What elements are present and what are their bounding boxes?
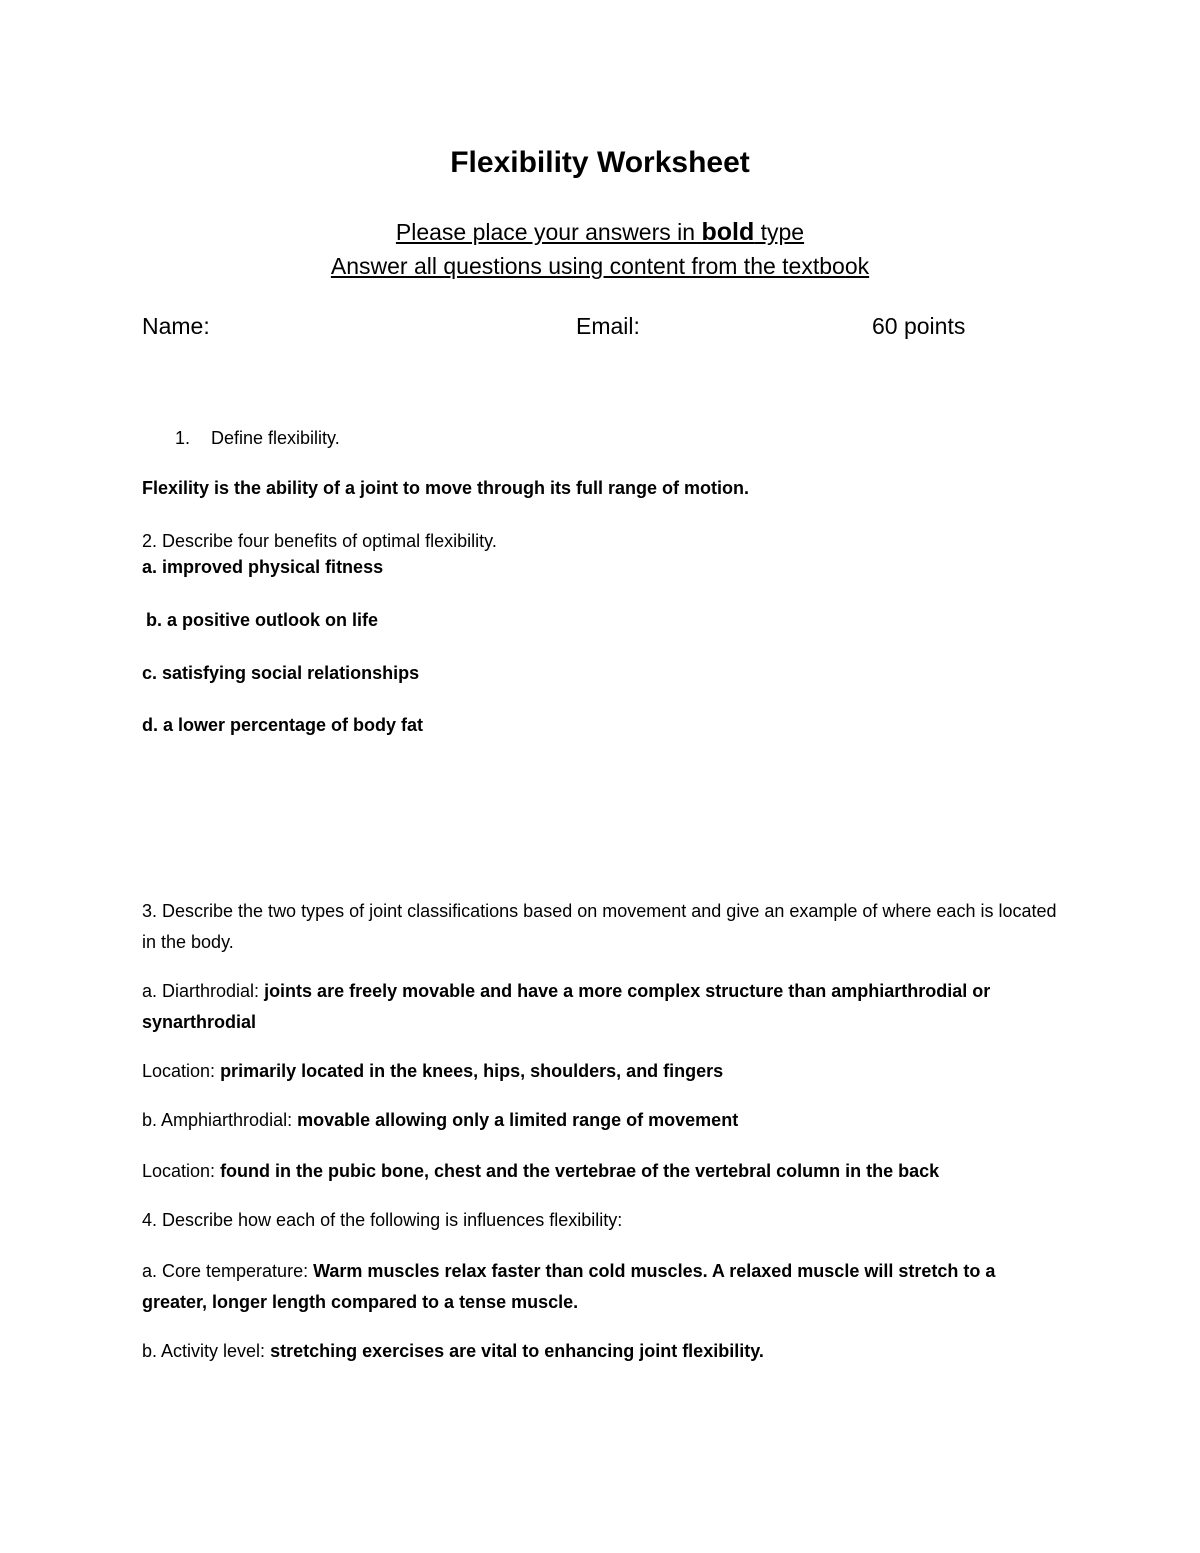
q3-a-location-label: Location: bbox=[142, 1061, 221, 1081]
q3-a-answer: joints are freely movable and have a more complex structure than amphiarthrodial or synarthrodial bbox=[142, 981, 991, 1032]
q3-location-a bbox=[142, 1061, 723, 1082]
q3-answer-a bbox=[142, 976, 1062, 1038]
q3-b-location-label: Location: bbox=[142, 1161, 221, 1181]
q3-b-answer: movable allowing only a limited range of movement bbox=[297, 1110, 739, 1130]
q3-a-label: a. Diarthrodial: bbox=[142, 981, 265, 1001]
q4-answer-b bbox=[142, 1341, 764, 1362]
points-label: 60 points bbox=[872, 313, 966, 339]
q3-question: 3. Describe the two types of joint classifications based on movement and give an example of where each is located in the body. bbox=[142, 901, 1057, 952]
instruction-line-1 bbox=[0, 218, 1200, 247]
q3-location-b bbox=[142, 1161, 939, 1182]
email-label: Email: bbox=[576, 313, 640, 339]
q1-question: Define flexibility. bbox=[211, 428, 340, 448]
q2-answer-a: a. improved physical fitness bbox=[142, 557, 384, 577]
q4-question: 4. Describe how each of the following is influences flexibility: bbox=[142, 1210, 623, 1230]
q2-answer-b: b. a positive outlook on life bbox=[146, 610, 379, 630]
q4-b-answer: stretching exercises are vital to enhancing joint flexibility. bbox=[270, 1341, 764, 1361]
q4-a-label: a. Core temperature: bbox=[142, 1261, 314, 1281]
q1-answer: Flexility is the ability of a joint to move through its full range of motion. bbox=[142, 478, 750, 498]
q3-a-location-answer: primarily located in the knees, hips, shoulders, and fingers bbox=[220, 1061, 724, 1081]
instruction-prefix: Please place your answers in bbox=[395, 219, 702, 245]
q4-answer-a bbox=[142, 1256, 1047, 1318]
name-label: Name: bbox=[142, 313, 210, 339]
q3-b-location-answer: found in the pubic bone, chest and the vertebrae of the vertebral column in the back bbox=[220, 1161, 940, 1181]
q4-b-label: b. Activity level: bbox=[142, 1341, 271, 1361]
instruction-suffix: type bbox=[754, 219, 805, 245]
q2-answer-d: d. a lower percentage of body fat bbox=[142, 715, 424, 735]
instruction-bold-word: bold bbox=[701, 218, 755, 246]
q2-question: 2. Describe four benefits of optimal flexibility. bbox=[142, 531, 497, 551]
q3-b-label: b. Amphiarthrodial: bbox=[142, 1110, 298, 1130]
q3-answer-b bbox=[142, 1110, 738, 1131]
q2-answer-c: c. satisfying social relationships bbox=[142, 663, 420, 683]
page-title: Flexibility Worksheet bbox=[450, 146, 750, 179]
instruction-line-2: Answer all questions using content from the textbook bbox=[330, 253, 870, 279]
q1-number: 1. bbox=[175, 428, 191, 448]
q4-a-answer: Warm muscles relax faster than cold muscles. A relaxed muscle will stretch to a greater, longer length compared to a tense muscle. bbox=[142, 1261, 996, 1312]
